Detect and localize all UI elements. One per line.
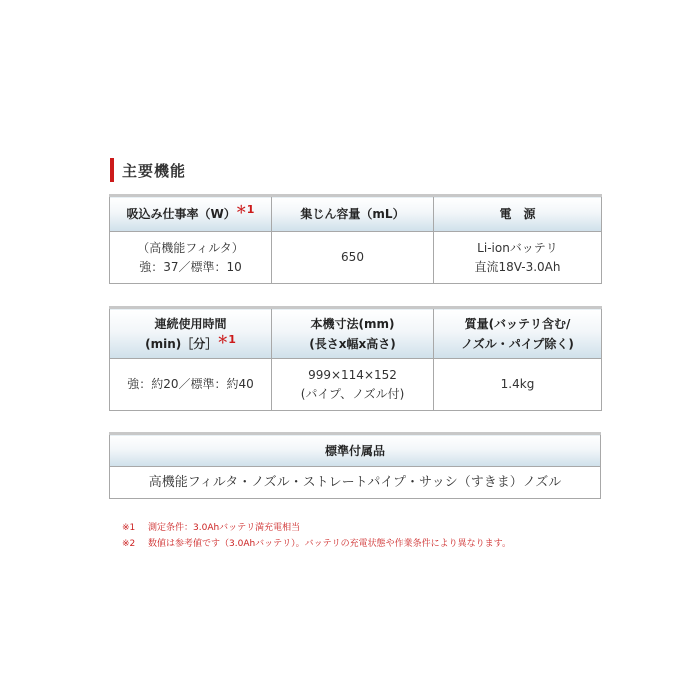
- cell-dimensions: [272, 359, 434, 411]
- header-runtime-line2: (min)［分］: [145, 336, 218, 351]
- table-header-row: [110, 434, 601, 467]
- cell-dust-capacity: [272, 232, 434, 284]
- footnote-item: [122, 520, 511, 536]
- cell-power-source-line1: Li-ionバッテリ: [477, 240, 558, 255]
- header-runtime-line1: 連続使用時間: [154, 316, 227, 331]
- table-row: [110, 232, 602, 284]
- table-header-row: [110, 308, 602, 359]
- header-runtime-line2-wrap: [114, 334, 267, 354]
- footnote-text: 測定条件：3.0Ahバッテリ満充電相当: [148, 523, 301, 533]
- cell-power-source: [434, 232, 602, 284]
- cell-suction-power: [110, 232, 272, 284]
- header-power-source: [434, 196, 602, 232]
- spec-table-3: [109, 432, 601, 499]
- table-row: [110, 359, 602, 411]
- section-title: 主要機能: [122, 161, 187, 180]
- footnote-mark: ＊1: [235, 203, 255, 216]
- cell-weight-value: 1.4kg: [500, 377, 535, 391]
- header-accessories: [110, 434, 601, 467]
- table-header-row: [110, 196, 602, 232]
- cell-power-source-line2: 直流18V-3.0Ah: [474, 259, 561, 274]
- header-weight-line2: ノズル・パイプ除く): [461, 336, 574, 351]
- footnote-text: 数値は参考値です（3.0Ahバッテリ）。バッテリの充電状態や作業条件により異なります。: [148, 539, 511, 549]
- header-dimensions-line2: (長さx幅x高さ): [309, 336, 396, 351]
- header-dust-capacity: [272, 196, 434, 232]
- footnote-item: [122, 536, 511, 552]
- footnote-mark: ＊1: [217, 332, 236, 346]
- cell-runtime: [110, 359, 272, 411]
- header-weight-line1: 質量(バッテリ含む/: [464, 316, 571, 331]
- header-dimensions: [272, 308, 434, 359]
- cell-suction-power-line2: 強：37／標準：10: [139, 259, 242, 274]
- header-dimensions-line1: 本機寸法(mm): [310, 316, 395, 331]
- section-heading: [110, 158, 186, 182]
- heading-accent-bar: [110, 158, 114, 182]
- header-dust-capacity-label: 集じん容量（mL）: [300, 207, 405, 221]
- footnotes: [122, 520, 511, 552]
- cell-runtime-value: 強：約20／標準：約40: [127, 377, 254, 391]
- header-power-source-label: 電 源: [499, 207, 536, 221]
- header-accessories-label: 標準付属品: [324, 443, 385, 458]
- table-row: [110, 467, 601, 499]
- cell-weight: [434, 359, 602, 411]
- cell-accessories: [110, 467, 601, 499]
- header-runtime: [110, 308, 272, 359]
- cell-dimensions-line1: 999×114×152: [308, 367, 397, 382]
- cell-dust-capacity-value: 650: [341, 250, 364, 264]
- header-suction-power: [110, 196, 272, 232]
- spec-table-1: [109, 194, 602, 284]
- cell-dimensions-line2: (パイプ、ノズル付): [300, 386, 405, 401]
- footnote-number: ※2: [122, 539, 136, 549]
- header-weight: [434, 308, 602, 359]
- footnote-number: ※1: [122, 523, 136, 533]
- cell-accessories-value: 高機能フィルタ・ノズル・ストレートパイプ・サッシ（すきま）ノズル: [148, 475, 562, 490]
- cell-suction-power-line1: （高機能フィルタ）: [137, 240, 244, 255]
- header-suction-power-label: 吸込み仕事率（W）: [126, 207, 236, 221]
- spec-table-2: [109, 306, 602, 411]
